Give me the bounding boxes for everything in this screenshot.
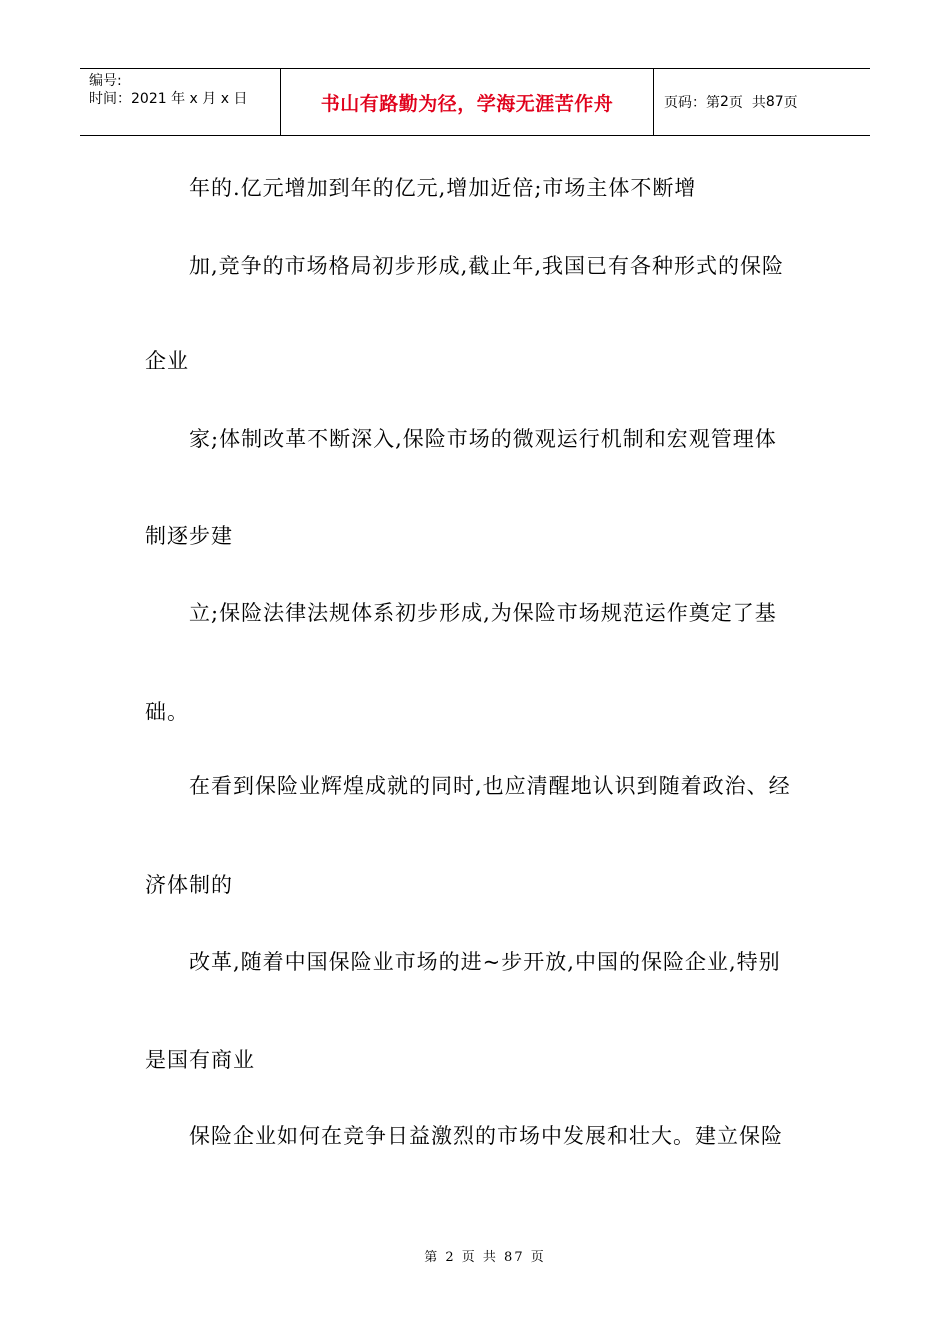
document-time-label: 时间：2021 年 x 月 x 日: [89, 91, 248, 107]
body-line: 保险企业如何在竞争日益激烈的市场中发展和壮大。建立保险: [189, 1124, 783, 1148]
body-line: 改革,随着中国保险业市场的进~步开放,中国的保险企业,特别: [189, 950, 781, 974]
page-header: [80, 68, 870, 136]
body-line: 在看到保险业辉煌成就的同时,也应清醒地认识到随着政治、经: [189, 774, 791, 798]
body-line: 企业: [145, 349, 189, 373]
body-line: 制逐步建: [145, 524, 233, 548]
page-current: 2: [720, 94, 729, 110]
page-footer: 第 2 页 共 87 页: [424, 1250, 546, 1265]
body-line: 家;体制改革不断深入,保险市场的微观运行机制和宏观管理体: [189, 427, 777, 451]
header-motto: 书山有路勤为径，学海无涯苦作舟: [281, 69, 654, 135]
header-page-info: [654, 69, 870, 135]
page-mid-label: 页 共: [728, 95, 766, 111]
header-meta: [80, 69, 281, 135]
body-line: 年的.亿元增加到年的亿元,增加近倍;市场主体不断增: [189, 176, 697, 200]
body-line: 立;保险法律法规体系初步形成,为保险市场规范运作奠定了基: [189, 601, 777, 625]
page-label: 页码：第: [664, 95, 720, 111]
document-number-label: 编号:: [89, 73, 122, 89]
page-total: 87: [765, 94, 784, 110]
body-line: 加,竞争的市场格局初步形成,截止年,我国已有各种形式的保险: [189, 254, 785, 278]
body-line: 础。: [145, 700, 189, 724]
body-line: 济体制的: [145, 873, 233, 897]
page-end-label: 页: [783, 95, 798, 111]
body-line: 是国有商业: [145, 1048, 255, 1072]
